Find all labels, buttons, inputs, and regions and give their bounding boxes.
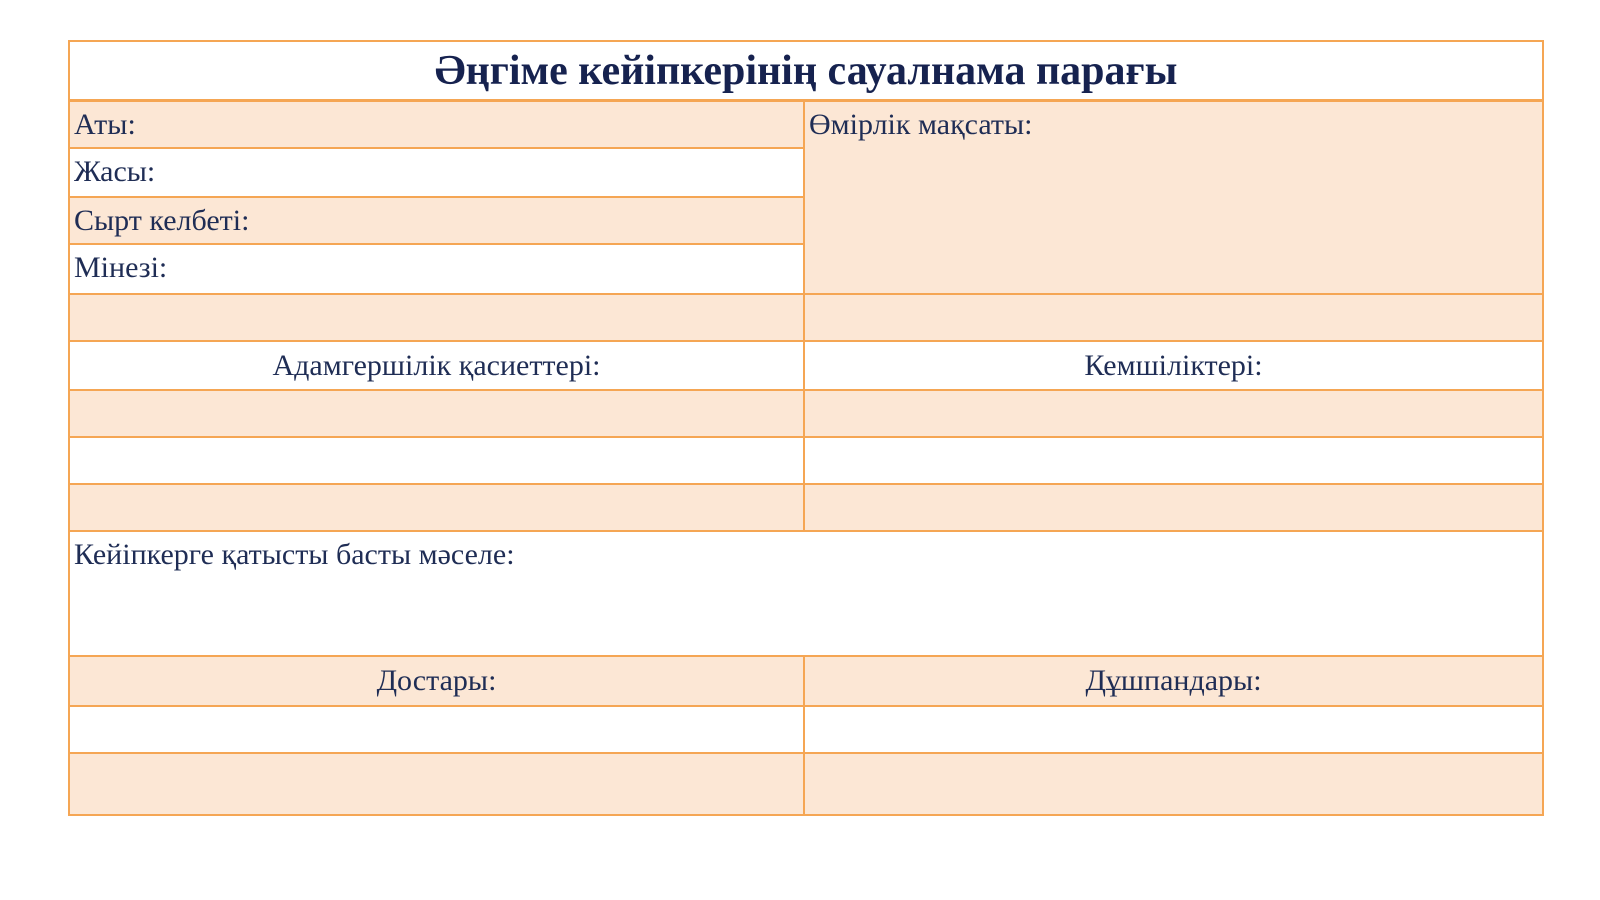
life-goal-label: Өмірлік мақсаты: (809, 108, 1033, 141)
flaws-header (803, 342, 1542, 391)
character-label: Мінезі: (74, 251, 168, 284)
flaws-label: Кемшіліктері: (1084, 348, 1263, 382)
age-field[interactable] (70, 149, 803, 198)
friends-label: Достары: (376, 664, 497, 697)
enemy-row-2[interactable] (803, 754, 1542, 814)
flaw-row-1[interactable] (803, 391, 1542, 438)
flaw-row-2[interactable] (803, 438, 1542, 485)
enemy-row-1[interactable] (803, 707, 1542, 754)
virtues-label: Адамгершілік қасиеттері: (272, 348, 601, 382)
main-problem-label: Кейіпкерге қатысты басты мәселе: (74, 538, 515, 571)
blank-row-right[interactable] (803, 295, 1542, 342)
friends-header (70, 657, 803, 707)
life-goal-field[interactable] (803, 102, 1542, 295)
character-field[interactable] (70, 245, 803, 295)
virtues-header (70, 342, 803, 391)
name-field[interactable] (70, 102, 803, 149)
appearance-label: Сырт келбеті: (74, 204, 250, 237)
sheet-title: Әңгіме кейіпкерінің сауалнама парағы (70, 42, 1542, 102)
friend-row-1[interactable] (70, 707, 803, 754)
virtue-row-3[interactable] (70, 485, 803, 532)
flaw-row-3[interactable] (803, 485, 1542, 532)
blank-row-left[interactable] (70, 295, 803, 342)
enemies-header (803, 657, 1542, 707)
name-label: Аты: (74, 108, 136, 141)
enemies-label: Дұшпандары: (1085, 664, 1262, 697)
virtue-row-2[interactable] (70, 438, 803, 485)
appearance-field[interactable] (70, 198, 803, 245)
main-problem-field[interactable] (70, 532, 1542, 657)
character-questionnaire-sheet (68, 40, 1544, 816)
age-label: Жасы: (74, 155, 156, 188)
friend-row-2[interactable] (70, 754, 803, 814)
virtue-row-1[interactable] (70, 391, 803, 438)
